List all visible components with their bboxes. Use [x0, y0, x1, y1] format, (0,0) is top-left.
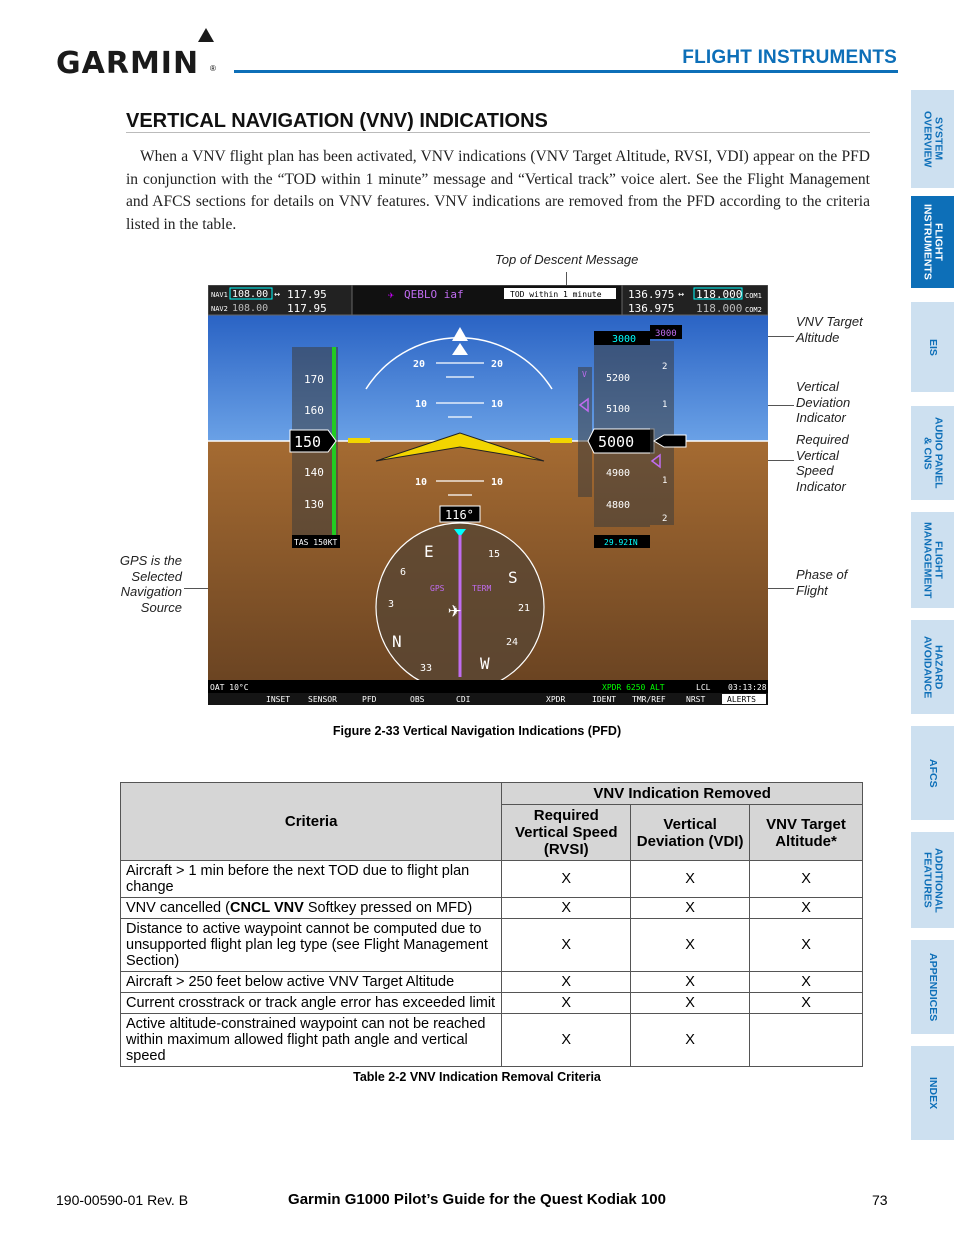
pitch-label: 20	[491, 359, 504, 370]
transponder: XPDR 6250 ALT	[602, 683, 665, 692]
vnv-target-altitude: 3000	[655, 329, 677, 339]
airspeed-tick: 130	[304, 498, 324, 511]
tab-hazard-avoidance[interactable]: HAZARD AVOIDANCE	[911, 620, 954, 714]
tab-eis[interactable]: EIS	[911, 302, 954, 392]
com1-label: COM1	[745, 292, 762, 300]
nav1-standby: 117.95	[287, 288, 327, 301]
softkey-alerts[interactable]: ALERTS	[727, 695, 756, 704]
heading-rule	[126, 132, 870, 133]
vdi-cell: X	[631, 1014, 750, 1067]
callout-vnv-target: VNV Target Altitude	[796, 314, 863, 345]
table-row	[121, 861, 863, 898]
callout-gps: GPS is the Selected Navigation Source	[119, 553, 182, 615]
vdi-cell: X	[631, 993, 750, 1014]
table-row	[121, 972, 863, 993]
col-vdi: Vertical Deviation (VDI)	[631, 805, 750, 861]
softkey-bar	[208, 693, 768, 705]
callout-phase: Phase of Flight	[796, 567, 848, 598]
airspeed-tick: 140	[304, 466, 324, 479]
local-time: 03:13:28	[728, 683, 767, 692]
criteria-cell: Distance to active waypoint cannot be computed due to unsupported flight plan leg type (see Flight Management Section)	[121, 919, 502, 972]
com-swap-icon: ↔	[678, 289, 685, 300]
compass-label: S	[508, 568, 518, 587]
softkey-obs[interactable]: OBS	[410, 695, 425, 704]
tab-appendices[interactable]: APPENDICES	[911, 940, 954, 1034]
rvsi-cell: X	[502, 1014, 631, 1067]
cncl-vnv-softkey: CNCL VNV	[229, 900, 304, 916]
vsi-tick: 1	[662, 476, 668, 486]
rvsi-cell: X	[502, 898, 631, 919]
wing-left	[348, 438, 370, 443]
target-cell: X	[750, 898, 863, 919]
phase-of-flight: TERM	[472, 584, 492, 593]
compass-label: 33	[420, 663, 433, 674]
vsi-tick: 1	[662, 400, 668, 410]
vdi-cell: X	[631, 972, 750, 993]
local-time-label: LCL	[696, 683, 711, 692]
softkey-sensor[interactable]: SENSOR	[308, 695, 337, 704]
tab-additional-features[interactable]: ADDITIONAL FEATURES	[911, 832, 954, 928]
header-rule	[234, 70, 898, 73]
vsi-tick: 2	[662, 514, 668, 524]
callout-rvsi: Required Vertical Speed Indicator	[796, 432, 849, 494]
airspeed-tick: 160	[304, 404, 324, 417]
target-cell	[750, 1014, 863, 1067]
target-cell: X	[750, 972, 863, 993]
airspeed-green-arc	[332, 347, 336, 547]
rvsi-cell: X	[502, 993, 631, 1014]
com1-active: 136.975	[628, 288, 675, 301]
registered-mark: ®	[210, 64, 216, 73]
compass-label: 6	[400, 567, 407, 578]
rvsi-cell: X	[502, 919, 631, 972]
pitch-label: 10	[491, 477, 504, 488]
compass-label: 24	[506, 637, 519, 648]
table-row	[121, 898, 863, 919]
outside-air-temp: OAT 10°C	[210, 683, 249, 692]
active-leg-arrow-icon: ✈	[388, 290, 395, 301]
col-target: VNV Target Altitude*	[750, 805, 863, 861]
vdi-scale	[578, 367, 592, 497]
baro-setting: 29.92IN	[604, 538, 638, 547]
col-rvsi: Required Vertical Speed (RVSI)	[502, 805, 631, 861]
pitch-label: 10	[415, 477, 428, 488]
group-header: VNV Indication Removed	[502, 783, 863, 805]
figure-caption: Figure 2-33 Vertical Navigation Indications (PFD)	[332, 724, 622, 738]
pfd-screen	[208, 285, 768, 705]
softkey-xpdr[interactable]: XPDR	[546, 695, 566, 704]
altitude-readout: 5000	[598, 433, 635, 451]
rvsi-cell: X	[502, 861, 631, 898]
wing-right	[550, 438, 572, 443]
compass-label: 15	[488, 549, 501, 560]
nav2-standby: 117.95	[287, 302, 327, 315]
compass-label: 3	[388, 599, 395, 610]
section-title: FLIGHT INSTRUMENTS	[682, 47, 897, 68]
tab-flight-instruments[interactable]: FLIGHT INSTRUMENTS	[911, 196, 954, 288]
garmin-logo: GARMIN	[56, 46, 200, 81]
compass-label: 21	[518, 603, 531, 614]
com1-standby: 118.000	[696, 288, 743, 301]
rvsi-cell: X	[502, 972, 631, 993]
nav2-active: 108.00	[232, 303, 269, 314]
callout-tod: Top of Descent Message	[495, 252, 639, 267]
page-number: 73	[872, 1192, 888, 1208]
footer-title: Garmin G1000 Pilot’s Guide for the Quest Kodiak 100	[288, 1191, 666, 1208]
table-caption: Table 2-2 VNV Indication Removal Criteria	[353, 1070, 601, 1084]
pitch-label: 10	[491, 399, 504, 410]
vdi-label: V	[582, 370, 587, 379]
page-heading: VERTICAL NAVIGATION (VNV) INDICATIONS	[126, 110, 548, 132]
compass-label: N	[392, 632, 402, 651]
nav-swap-icon: ↔	[274, 289, 281, 300]
altitude-tick: 4800	[606, 500, 631, 511]
criteria-cell: Current crosstrack or track angle error has exceeded limit	[121, 993, 502, 1014]
garmin-logo-triangle	[198, 28, 214, 42]
pfd-bottom-bar	[208, 680, 768, 693]
target-cell: X	[750, 919, 863, 972]
softkey-inset[interactable]: INSET	[266, 695, 291, 704]
criteria-cell: Active altitude-constrained waypoint can not be reached within maximum allowed flight path angle and vertical speed	[121, 1014, 502, 1067]
vdi-cell: X	[631, 919, 750, 972]
heading-readout: 116°	[445, 508, 474, 522]
tab-flight-management[interactable]: FLIGHT MANAGEMENT	[911, 512, 954, 608]
com2-active: 136.975	[628, 302, 675, 315]
criteria-cell: Aircraft > 250 feet below active VNV Target Altitude	[121, 972, 502, 993]
pitch-label: 10	[415, 399, 428, 410]
aircraft-icon: ✈	[448, 598, 462, 623]
altitude-tick: 5100	[606, 404, 631, 415]
softkey-cdi[interactable]: CDI	[456, 695, 471, 704]
vsi-tick: 2	[662, 362, 668, 372]
vdi-cell: X	[631, 861, 750, 898]
tab-index[interactable]: INDEX	[911, 1046, 954, 1140]
intro-paragraph: When a VNV flight plan has been activated, VNV indications (VNV Target Altitude, RVSI, VDI) appear on the PFD in conjunction with the “TOD within 1 minute” message and “Vertical track” voice alert. See the Flight Management and AFCS sections for details on VNV features. VNV indications are removed from the PFD according to the criteria listed in the table.	[126, 148, 870, 233]
tab-afcs[interactable]: AFCS	[911, 726, 954, 820]
softkey-tmr-ref[interactable]: TMR/REF	[632, 695, 666, 704]
softkey-ident[interactable]: IDENT	[592, 695, 617, 704]
criteria-cell: VNV cancelled (CNCL VNV Softkey pressed on MFD)	[121, 898, 502, 919]
tab-audio-panel-cns[interactable]: AUDIO PANEL & CNS	[911, 406, 954, 500]
table-row	[121, 993, 863, 1014]
nav1-active: 108.00	[232, 289, 269, 300]
tod-message: TOD within 1 minute	[510, 290, 602, 299]
softkey-nrst[interactable]: NRST	[686, 695, 706, 704]
selected-altitude: 3000	[612, 334, 637, 345]
active-waypoint: QEBLO iaf	[404, 288, 464, 301]
compass-label: W	[480, 654, 490, 673]
nav2-label: NAV2	[211, 305, 228, 313]
table-row	[121, 1014, 863, 1067]
table-row	[121, 919, 863, 972]
target-cell: X	[750, 993, 863, 1014]
target-cell: X	[750, 861, 863, 898]
true-airspeed: TAS 150KT	[294, 538, 338, 547]
altitude-tick: 4900	[606, 468, 631, 479]
airspeed-tick: 170	[304, 373, 324, 386]
tab-system-overview[interactable]: SYSTEM OVERVIEW	[911, 90, 954, 188]
nav-source-gps: GPS	[430, 584, 445, 593]
callout-vdi: Vertical Deviation Indicator	[796, 379, 851, 425]
softkey-pfd[interactable]: PFD	[362, 695, 377, 704]
compass-label: E	[424, 542, 434, 561]
com2-standby: 118.000	[696, 302, 743, 315]
altitude-tick: 5200	[606, 373, 631, 384]
airspeed-readout: 150	[294, 433, 322, 451]
pitch-label: 20	[413, 359, 426, 370]
vdi-cell: X	[631, 898, 750, 919]
criteria-header: Criteria	[121, 783, 502, 861]
criteria-cell: Aircraft > 1 min before the next TOD due to flight plan change	[121, 861, 502, 898]
nav1-label: NAV1	[211, 291, 228, 299]
criteria-table	[120, 782, 863, 1067]
com2-label: COM2	[745, 306, 762, 314]
doc-number: 190-00590-01 Rev. B	[56, 1192, 189, 1208]
